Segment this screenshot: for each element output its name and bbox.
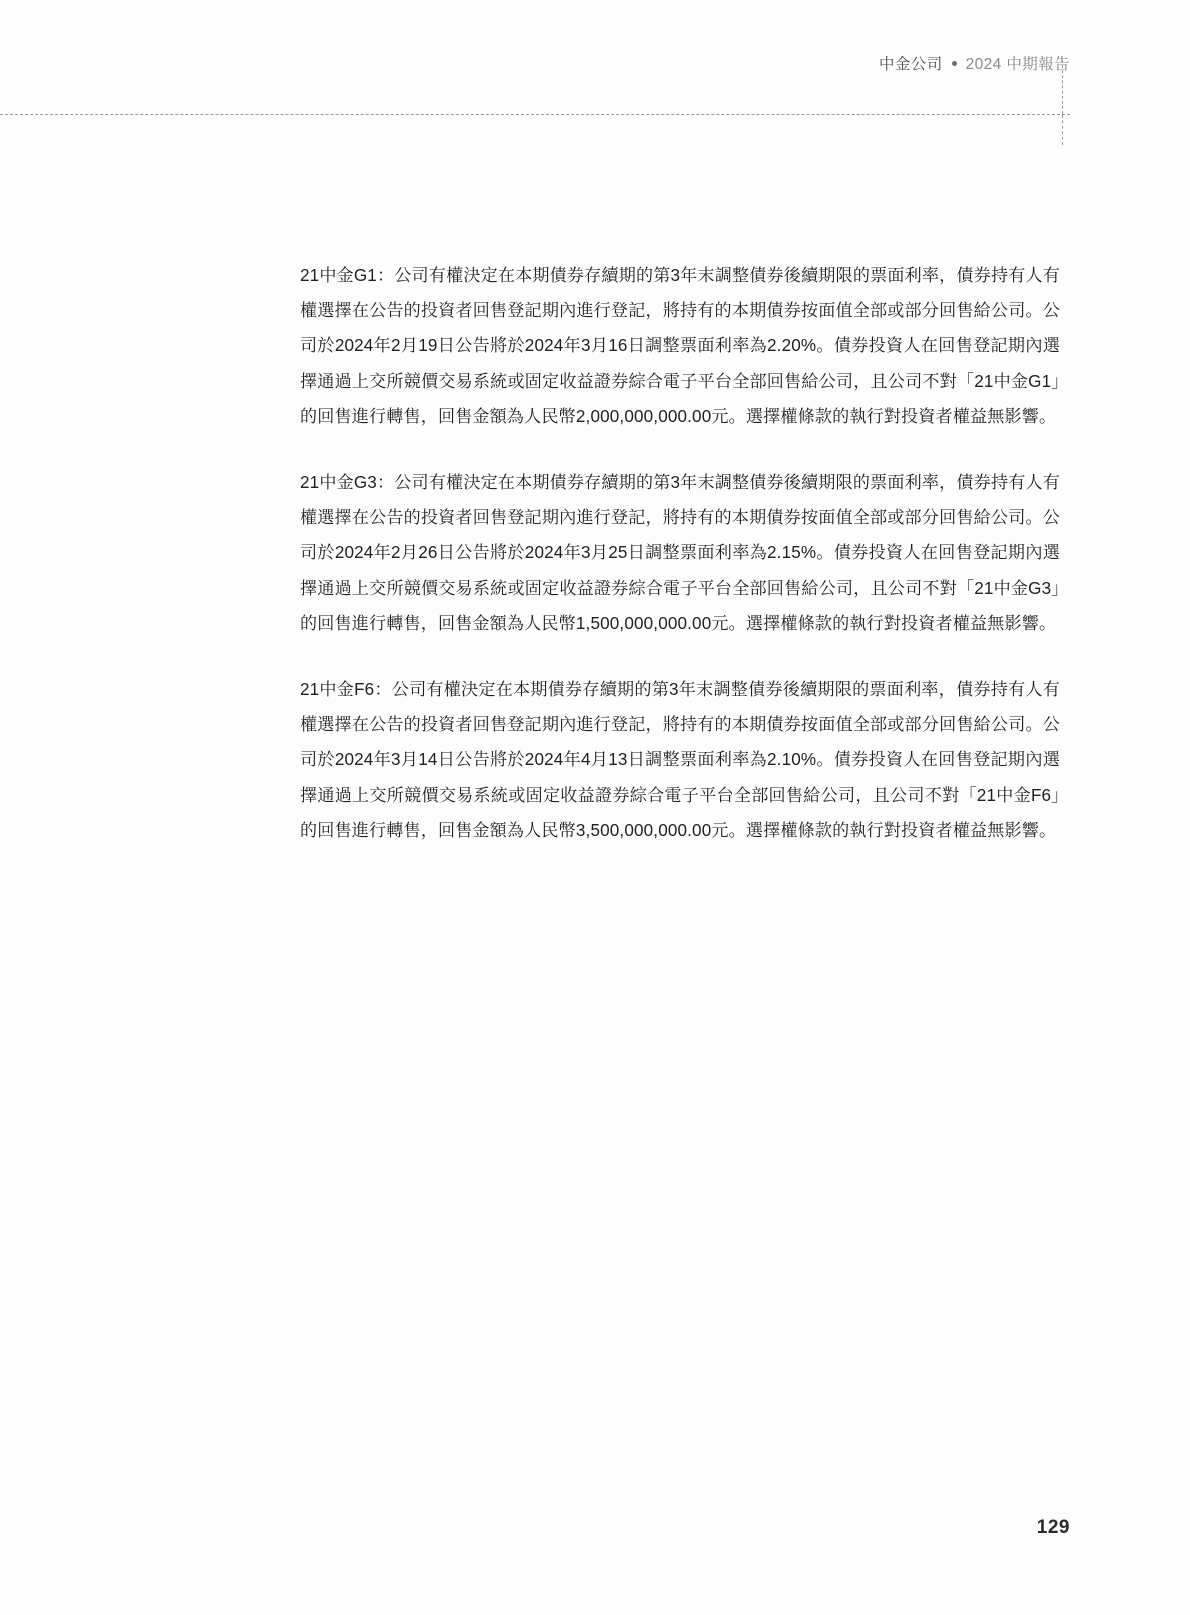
header-report-title: 2024 中期報告 [965, 56, 1070, 73]
header-divider [0, 114, 1070, 115]
header-corner-tick-top [1062, 60, 1063, 114]
body-content [300, 258, 1060, 848]
header-corner-tick-bottom [1062, 115, 1063, 145]
paragraph-bond-g1: 21中金G1：公司有權決定在本期債券存續期的第3年末調整債券後續期限的票面利率，債券持有人有權選擇在公告的投資者回售登記期內進行登記，將持有的本期債券按面值全部或部分回售給公司。公司於2024年2月19日公告將於2024年3月16日調整票面利率為2.20%。債券投資人在回售登記期內選擇通過上交所競價交易系統或固定收益證券綜合電子平台全部回售給公司，且公司不對「21中金G1」的回售進行轉售，回售金額為人民幣2,000,000,000.00元。選擇權條款的執行對投資者權益無影響。 [300, 266, 1060, 426]
header-company-name: 中金公司 [879, 56, 943, 73]
bullet-separator-icon [952, 61, 957, 66]
paragraph-bond-f6: 21中金F6：公司有權決定在本期債券存續期的第3年末調整債券後續期限的票面利率，債券持有人有權選擇在公告的投資者回售登記期內進行登記，將持有的本期債券按面值全部或部分回售給公司。公司於2024年3月14日公告將於2024年4月13日調整票面利率為2.10%。債券投資人在回售登記期內選擇通過上交所競價交易系統或固定收益證券綜合電子平台全部回售給公司，且公司不對「21中金F6」的回售進行轉售，回售金額為人民幣3,500,000,000.00元。選擇權條款的執行對投資者權益無影響。 [300, 680, 1060, 840]
paragraph-bond-g3: 21中金G3：公司有權決定在本期債券存續期的第3年末調整債券後續期限的票面利率，債券持有人有權選擇在公告的投資者回售登記期內進行登記，將持有的本期債券按面值全部或部分回售給公司。公司於2024年2月26日公告將於2024年3月25日調整票面利率為2.15%。債券投資人在回售登記期內選擇通過上交所競價交易系統或固定收益證券綜合電子平台全部回售給公司，且公司不對「21中金G3」的回售進行轉售，回售金額為人民幣1,500,000,000.00元。選擇權條款的執行對投資者權益無影響。 [300, 473, 1060, 633]
page-header [879, 52, 1070, 74]
page-number: 129 [1036, 1517, 1070, 1538]
